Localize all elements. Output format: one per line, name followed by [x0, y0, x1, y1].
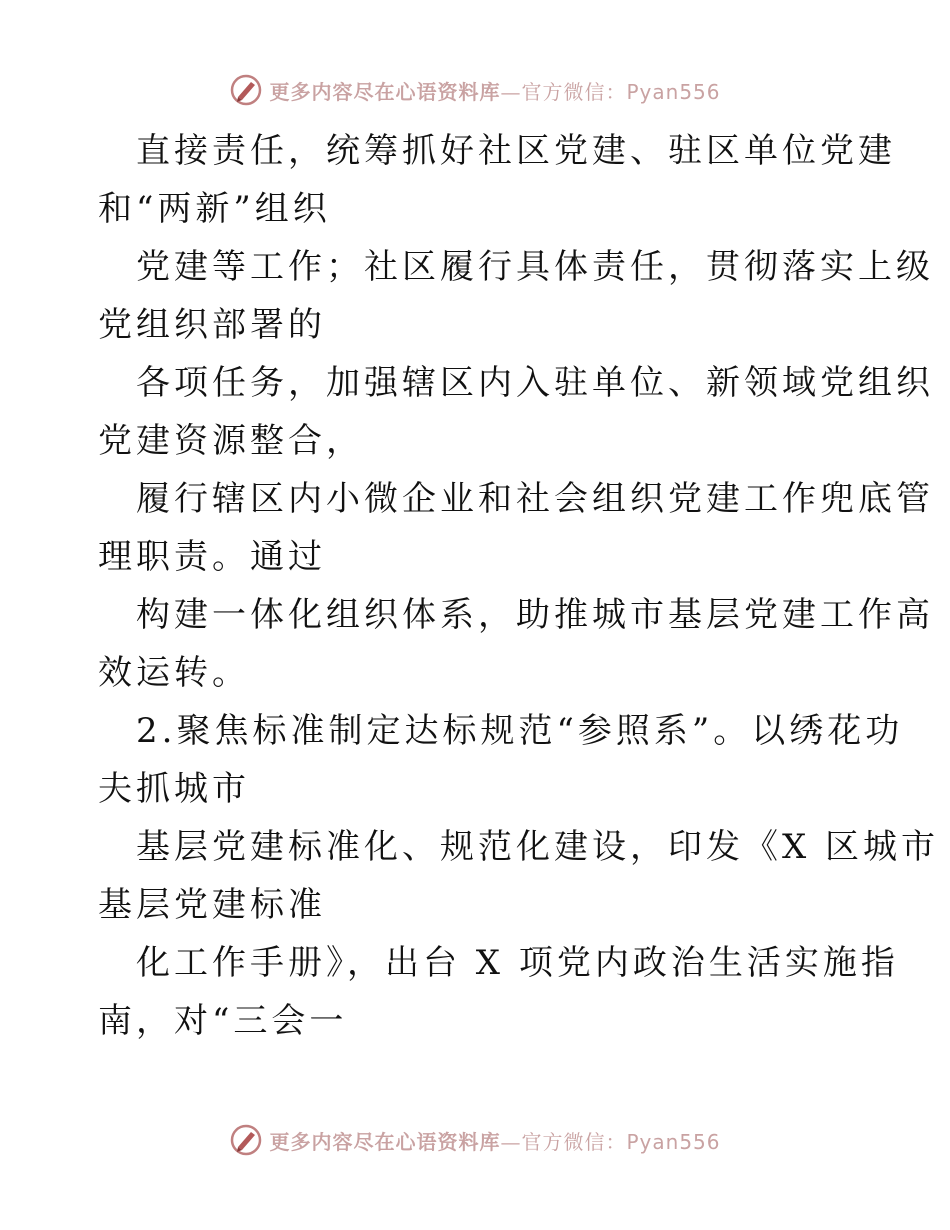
text-line: 各项任务，加强辖区内入驻单位、新领域党组织	[136, 363, 934, 403]
footer-watermark	[0, 1120, 950, 1160]
text-line: 构建一体化组织体系，助推城市基层党建工作高	[136, 595, 934, 635]
watermark-text	[269, 76, 720, 105]
watermark-brand: 更多内容尽在心语资料库	[269, 1129, 501, 1154]
pen-logo-icon	[229, 73, 263, 107]
watermark-text	[269, 1126, 720, 1155]
watermark-brand: 更多内容尽在心语资料库	[269, 79, 501, 104]
pen-logo-icon	[229, 1123, 263, 1157]
text-line: 效运转。	[98, 653, 250, 693]
watermark-account: Pyan556	[626, 1129, 721, 1154]
watermark-official: 官方微信：	[521, 79, 627, 104]
document-body	[98, 122, 940, 1050]
text-line: 履行辖区内小微企业和社会组织党建工作兜底管	[136, 479, 934, 519]
text-line: 党建等工作；社区履行具体责任，贯彻落实上级	[136, 247, 934, 287]
text-line: 党组织部署的	[98, 305, 326, 345]
text-line: 理职责。通过	[98, 537, 326, 577]
text-line: 党建资源整合，	[98, 421, 364, 461]
watermark-separator: —	[500, 79, 522, 104]
text-line: 化工作手册》，出台 X 项党内政治生活实施指	[136, 943, 899, 983]
text-line: 和“两新”组织	[98, 189, 331, 229]
text-line: 2.聚焦标准制定达标规范“参照系”。以绣花功	[136, 711, 904, 751]
text-line: 基层党建标准	[98, 885, 326, 925]
text-line: 直接责任，统筹抓好社区党建、驻区单位党建	[136, 131, 896, 171]
text-line: 南，对“三会一	[98, 1001, 348, 1041]
text-line: 基层党建标准化、规范化建设，印发《X 区城市	[136, 827, 940, 867]
header-watermark	[0, 70, 950, 110]
watermark-separator: —	[500, 1129, 522, 1154]
watermark-account: Pyan556	[626, 79, 721, 104]
text-line: 夫抓城市	[98, 769, 250, 809]
watermark-official: 官方微信：	[521, 1129, 627, 1154]
